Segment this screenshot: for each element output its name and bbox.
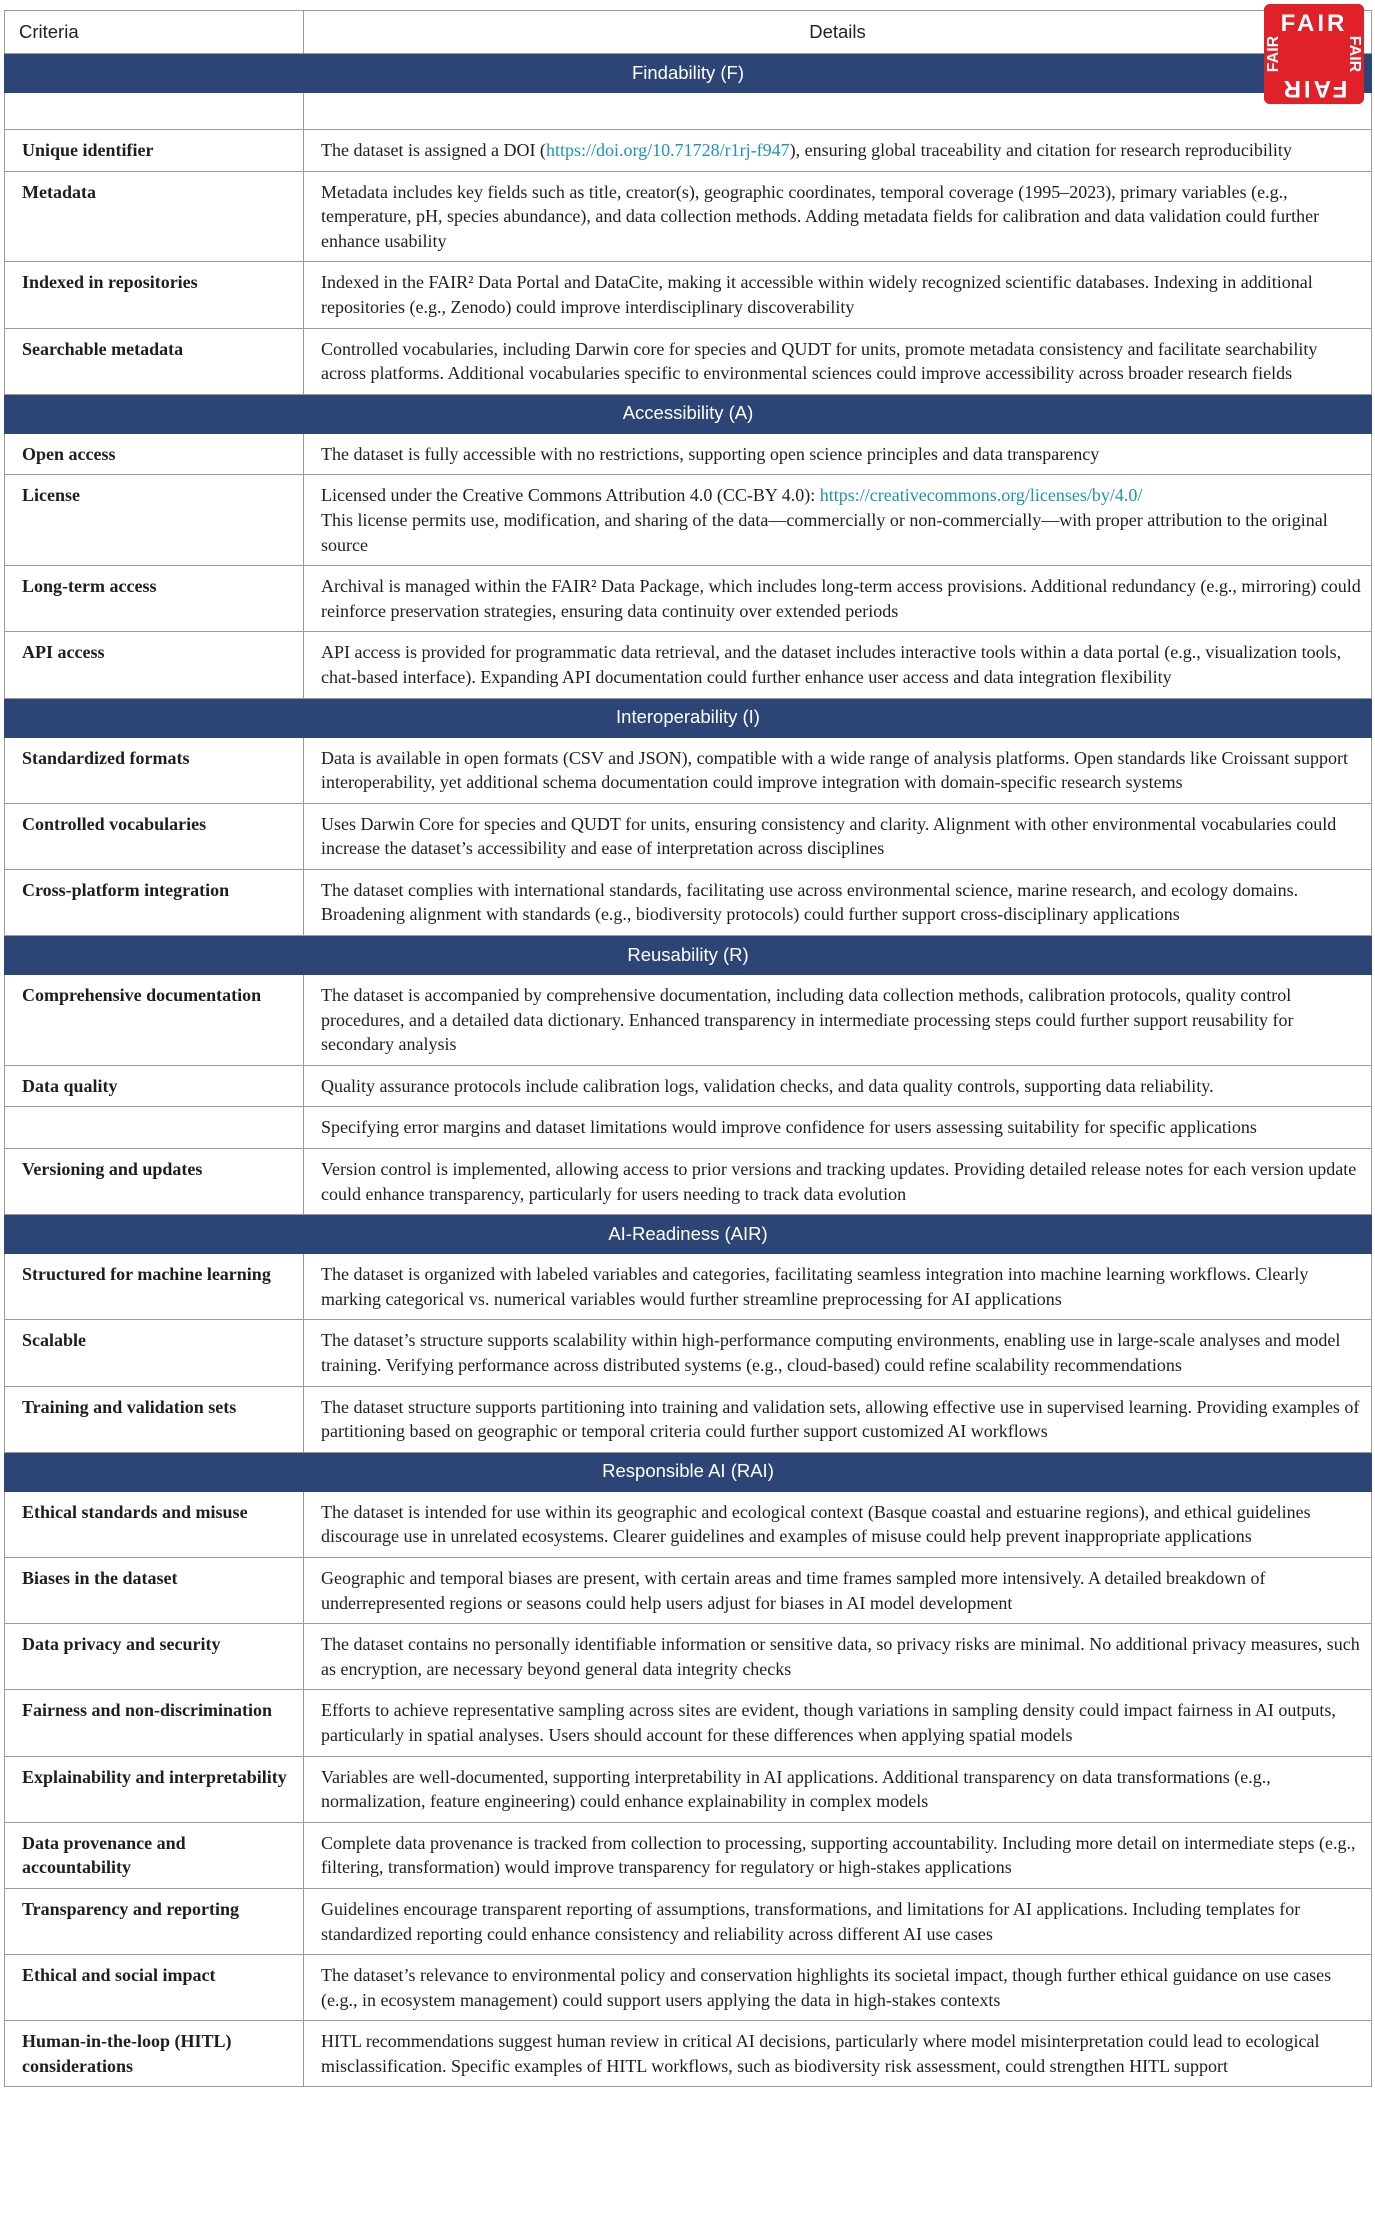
criteria-cell: Human-in-the-loop (HITL) considerations (5, 2021, 304, 2087)
details-column-header: Details (304, 11, 1372, 54)
criteria-cell: Fairness and non-discrimination (5, 1690, 304, 1756)
details-text: HITL recommendations suggest human review in critical AI decisions, particularly where model misinterpretation could lead to ecological misclassification. Specific examples of HITL workflows, such as biodiversity risk assessment, could strengthen HITL support (321, 2031, 1320, 2076)
criteria-cell: Ethical and social impact (5, 1955, 304, 2021)
details-text: The dataset structure supports partitioning into training and validation sets, allowing effective use in supervised learning. Providing examples of partitioning based on geographic or temporal criteria could further support customized AI workflows (321, 1396, 1360, 1442)
details-text: API access is provided for programmatic data retrieval, and the dataset includes interactive tools within a data portal (e.g., visualization tools, chat-based interface). Expanding API documentation could further enhance user access and data integration flexibility (321, 642, 1342, 687)
section-header-row (5, 1215, 1372, 1254)
section-title: Reusability (R) (5, 936, 1372, 975)
criteria-cell: Transparency and reporting (5, 1888, 304, 1954)
details-cell (304, 1254, 1372, 1320)
criteria-column-header: Criteria (5, 11, 304, 54)
criteria-cell: Standardized formats (5, 737, 304, 803)
table-row (5, 1955, 1372, 2021)
criteria-cell: Structured for machine learning (5, 1254, 304, 1320)
criteria-cell: Training and validation sets (5, 1386, 304, 1452)
fair-logo (1264, 4, 1364, 104)
details-text: The dataset complies with international standards, facilitating use across environmental science, marine research, and ecology domains. Broadening alignment with standards (e.g., biodiversity protocols) could further support cross-disciplinary applications (321, 879, 1299, 925)
details-text: Guidelines encourage transparent reporting of assumptions, transformations, and limitations for AI applications. Including templates for standardized reporting could enhance consistency and reliability across different AI use cases (321, 1898, 1301, 1944)
table-row (5, 1557, 1372, 1623)
details-text: Uses Darwin Core for species and QUDT for units, ensuring consistency and clarity. Alignment with other environmental vocabularies could increase the dataset’s accessibility and ease of interpretation across disciplines (321, 813, 1337, 859)
details-cell (304, 1320, 1372, 1386)
criteria-cell: API access (5, 632, 304, 698)
table-row (5, 1320, 1372, 1386)
details-text: The dataset is intended for use within its geographic and ecological context (Basque coastal and estuarine regions), and ethical guidelines discourage use in unrelated ecosystems. Clearer guidelines and examples of misuse could help prevent inappropriate applications (321, 1501, 1311, 1547)
criteria-cell: Biases in the dataset (5, 1557, 304, 1623)
table-row (5, 1107, 1372, 1149)
details-cell (304, 262, 1372, 328)
details-cell (304, 1955, 1372, 2021)
criteria-cell: License (5, 475, 304, 566)
details-cell (304, 1690, 1372, 1756)
table-row (5, 1756, 1372, 1822)
section-title: AI-Readiness (AIR) (5, 1215, 1372, 1254)
details-text: The dataset contains no personally identifiable information or sensitive data, so privacy risks are minimal. No additional privacy measures, such as encryption, are necessary beyond general data integrity checks (321, 1634, 1360, 1679)
table-row (5, 1888, 1372, 1954)
criteria-cell: Unique identifier (5, 130, 304, 172)
details-text-after: ), ensuring global traceability and citation for research reproducibility (789, 140, 1292, 160)
details-cell (304, 737, 1372, 803)
criteria-cell: Data privacy and security (5, 1624, 304, 1690)
criteria-cell: Explainability and interpretability (5, 1756, 304, 1822)
details-cell (304, 1888, 1372, 1954)
table-body (5, 54, 1372, 2087)
criteria-cell: Scalable (5, 1320, 304, 1386)
criteria-cell: Ethical standards and misuse (5, 1491, 304, 1557)
table-row (5, 1254, 1372, 1320)
svg-text:FAIR: FAIR (1265, 35, 1282, 73)
criteria-cell: Data quality (5, 1065, 304, 1107)
details-cell (304, 1624, 1372, 1690)
details-cell (304, 1491, 1372, 1557)
details-text: Version control is implemented, allowing access to prior versions and tracking updates. Providing detailed release notes for each version update could enhance transparency, particularly for users needing to track data evolution (321, 1159, 1357, 1204)
details-cell (304, 1065, 1372, 1107)
spacer-cell (304, 93, 1372, 130)
table-row (5, 433, 1372, 475)
table-row (5, 1624, 1372, 1690)
table-row (5, 328, 1372, 394)
details-text: The dataset is fully accessible with no restrictions, supporting open science principles and data transparency (321, 443, 1100, 464)
details-cell (304, 1107, 1372, 1149)
table-row (5, 566, 1372, 632)
criteria-cell: Long-term access (5, 566, 304, 632)
details-cell (304, 130, 1372, 172)
table-row (5, 1386, 1372, 1452)
details-text: The dataset’s relevance to environmental policy and conservation highlights its societal impact, though further ethical guidance on use cases (e.g., in ecosystem management) could support users applying the data in high-stakes contexts (321, 1965, 1332, 2010)
svg-text:FAIR: FAIR (1280, 10, 1348, 37)
criteria-cell: Comprehensive documentation (5, 975, 304, 1066)
section-header-row (5, 698, 1372, 737)
details-cell (304, 433, 1372, 475)
details-link[interactable]: https://doi.org/10.71728/r1rj-f947 (545, 140, 790, 160)
table-row (5, 1065, 1372, 1107)
details-text: The dataset’s structure supports scalability within high-performance computing environments, enabling use in large-scale analyses and model training. Verifying performance across distributed systems (e.g., cloud-based) could refine scalability recommendations (321, 1330, 1341, 1375)
spacer-cell (5, 93, 304, 130)
section-title: Accessibility (A) (5, 394, 1372, 433)
criteria-cell: Metadata (5, 171, 304, 262)
details-text: Licensed under the Creative Commons Attribution 4.0 (CC-BY 4.0): (321, 485, 820, 506)
details-text: The dataset is accompanied by comprehensive documentation, including data collection methods, calibration protocols, quality control procedures, and a detailed data dictionary. Enhanced transparency in intermediate processing steps could further support reusability for secondary analysis (321, 985, 1294, 1055)
table-row (5, 262, 1372, 328)
criteria-cell: Cross-platform integration (5, 869, 304, 935)
details-cell (304, 328, 1372, 394)
details-cell (304, 632, 1372, 698)
details-text: Variables are well-documented, supporting interpretability in AI applications. Additional transparency on data transformations (e.g., normalization, feature engineering) could enhance explainability in complex models (321, 1766, 1271, 1812)
table-row (5, 171, 1372, 262)
table-row (5, 803, 1372, 869)
svg-text:FAIR: FAIR (1280, 75, 1348, 102)
table-row (5, 632, 1372, 698)
details-cell (304, 1822, 1372, 1888)
criteria-cell: Data provenance and accountability (5, 1822, 304, 1888)
details-text: Metadata includes key fields such as title, creator(s), geographic coordinates, temporal coverage (1995–2023), primary variables (e.g., temperature, pH, species abundance), and data collection methods. Adding metadata fields for calibration and data validation could further enhance usability (321, 181, 1320, 251)
details-cell (304, 1386, 1372, 1452)
section-header-row (5, 936, 1372, 975)
details-text-line2: This license permits use, modification, and sharing of the data—commercially or non-commercially—with proper attribution to the original source (321, 509, 1328, 555)
details-text: Specifying error margins and dataset limitations would improve confidence for users assessing suitability for specific applications (321, 1117, 1257, 1138)
svg-text:FAIR: FAIR (1346, 35, 1363, 73)
table-row (5, 737, 1372, 803)
criteria-cell: Searchable metadata (5, 328, 304, 394)
table-row (5, 475, 1372, 566)
criteria-cell: Open access (5, 433, 304, 475)
details-text: Data is available in open formats (CSV and JSON), compatible with a wide range of analysis platforms. Open standards like Croissant support interoperability, yet additional schema documentation could improve integration with domain-specific research systems (321, 747, 1348, 793)
details-cell (304, 803, 1372, 869)
details-text: Complete data provenance is tracked from collection to processing, supporting accountability. Including more detail on intermediate steps (e.g., filtering, transformation) would improve transparency for regulatory or high-stakes applications (321, 1832, 1356, 1878)
fair-assessment-table (4, 10, 1372, 2087)
details-text: Archival is managed within the FAIR² Data Package, which includes long-term access provisions. Additional redundancy (e.g., mirroring) could reinforce preservation strategies, ensuring data continuity over extended periods (321, 576, 1361, 621)
table-row (5, 1690, 1372, 1756)
table-row (5, 130, 1372, 172)
details-cell (304, 2021, 1372, 2087)
section-header-row (5, 1452, 1372, 1491)
details-text: Indexed in the FAIR² Data Portal and DataCite, making it accessible within widely recognized scientific databases. Indexing in additional repositories (e.g., Zenodo) could improve interdisciplinary discoverability (321, 272, 1313, 317)
table-header-row (5, 11, 1372, 54)
section-header-row (5, 394, 1372, 433)
details-cell (304, 1149, 1372, 1215)
details-cell (304, 1557, 1372, 1623)
details-text: The dataset is organized with labeled variables and categories, facilitating seamless integration into machine learning workflows. Clearly marking categorical vs. numerical variables would further streamline preprocessing for AI applications (321, 1264, 1309, 1309)
fair-assessment-table-container (4, 10, 1371, 2087)
details-text: Efforts to achieve representative sampling across sites are evident, though variations in sampling density could impact fairness in AI outputs, particularly in spatial analyses. Users should account for these differences when applying spatial models (321, 1700, 1336, 1745)
section-title: Findability (F) (5, 54, 1372, 93)
table-row (5, 869, 1372, 935)
details-cell (304, 869, 1372, 935)
details-cell (304, 566, 1372, 632)
table-row (5, 2021, 1372, 2087)
details-cell (304, 1756, 1372, 1822)
criteria-cell: Versioning and updates (5, 1149, 304, 1215)
details-link[interactable]: https://creativecommons.org/licenses/by/4.0/ (819, 485, 1143, 506)
table-row (5, 1149, 1372, 1215)
details-text: Controlled vocabularies, including Darwin core for species and QUDT for units, promote metadata consistency and facilitate searchability across platforms. Additional vocabularies specific to environmental sciences could improve accessibility across broader research fields (321, 338, 1318, 384)
table-row (5, 1491, 1372, 1557)
table-row (5, 975, 1372, 1066)
details-text: The dataset is assigned a DOI ( (321, 140, 546, 160)
section-title: Responsible AI (RAI) (5, 1452, 1372, 1491)
criteria-cell: Controlled vocabularies (5, 803, 304, 869)
details-cell (304, 975, 1372, 1066)
section-header-row (5, 54, 1372, 93)
section-title: Interoperability (I) (5, 698, 1372, 737)
details-cell (304, 475, 1372, 566)
criteria-cell: Indexed in repositories (5, 262, 304, 328)
details-text: Quality assurance protocols include calibration logs, validation checks, and data quality controls, supporting data reliability. (321, 1075, 1214, 1096)
criteria-cell (5, 1107, 304, 1149)
fair-logo-mark (1264, 4, 1364, 104)
details-text: Geographic and temporal biases are present, with certain areas and time frames sampled more intensively. A detailed breakdown of underrepresented regions or seasons could help users adjust for biases in AI model development (321, 1567, 1266, 1613)
details-cell (304, 171, 1372, 262)
spacer-row (5, 93, 1372, 130)
table-row (5, 1822, 1372, 1888)
